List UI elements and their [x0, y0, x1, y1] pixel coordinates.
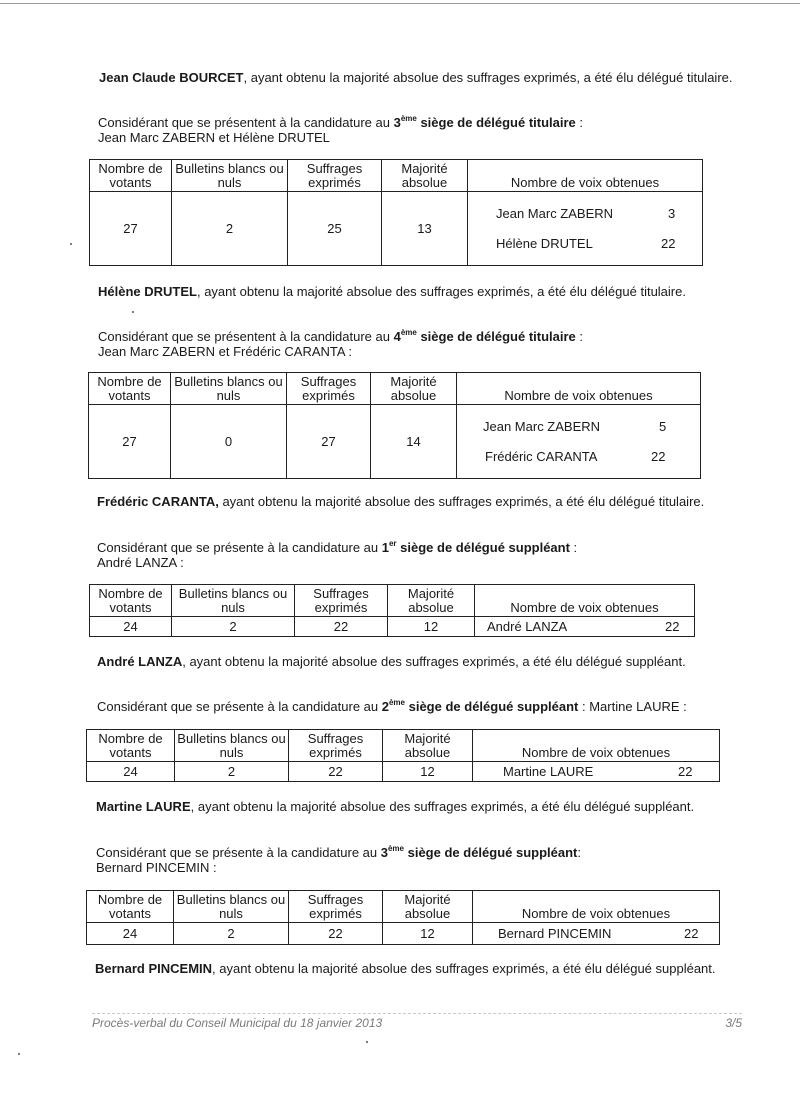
- elected-name: Jean Claude BOURCET: [99, 70, 244, 85]
- candidate-name: Frédéric CARANTA: [485, 448, 598, 464]
- intro-text: Considérant que se présente à la candidature au: [97, 540, 382, 555]
- candidacy-intro: [97, 540, 577, 556]
- elected-statement: [98, 284, 686, 300]
- candidate-list: Jean Marc ZABERN et Hélène DRUTEL: [98, 130, 330, 145]
- vote-table-row: [89, 405, 701, 479]
- intro-text: Considérant que se présente à la candidature au: [96, 845, 381, 860]
- seat-ordinal-suffix: ème: [387, 844, 404, 853]
- intro-text: Considérant que se présentent à la candidature au: [98, 115, 394, 130]
- header-blancs: Bulletins blancs ou nuls: [172, 585, 295, 617]
- vote-table: [89, 584, 695, 637]
- elected-statement: [97, 654, 686, 670]
- vote-table-row: [90, 617, 695, 637]
- cell-exprimes: 22: [289, 762, 383, 782]
- candidate-name: Jean Marc ZABERN: [496, 205, 614, 221]
- candidate-result: [473, 764, 719, 780]
- candidate-name: Hélène DRUTEL: [496, 235, 593, 251]
- cell-blancs: 2: [172, 617, 295, 637]
- header-voix: Nombre de voix obtenues: [473, 891, 720, 923]
- vote-table-row: [90, 192, 703, 266]
- cell-voix: [473, 923, 720, 945]
- cell-blancs: 2: [172, 192, 288, 266]
- candidate-votes: 3: [668, 205, 676, 221]
- candidacy-intro: [97, 699, 687, 715]
- cell-blancs: 2: [174, 923, 289, 945]
- intro-tail: : Martine LAURE :: [578, 699, 687, 714]
- footer-title: Procès-verbal du Conseil Municipal du 18 janvier 2013: [92, 1016, 383, 1030]
- elected-name: Martine LAURE: [96, 799, 191, 814]
- cell-voix: [468, 192, 703, 266]
- cell-exprimes: 27: [287, 405, 371, 479]
- cell-majorite: 12: [388, 617, 475, 637]
- seat-label: siège de délégué suppléant: [405, 699, 579, 714]
- header-voix: Nombre de voix obtenues: [468, 160, 703, 192]
- cell-exprimes: 22: [289, 923, 383, 945]
- candidate-votes: 5: [659, 418, 667, 434]
- seat-ordinal: 4: [393, 329, 401, 344]
- candidate-result: [473, 926, 719, 942]
- vote-table-header: [90, 585, 695, 617]
- elected-statement: [97, 494, 704, 510]
- cell-votants: 24: [87, 762, 175, 782]
- header-exprimes: Suffrages exprimés: [295, 585, 388, 617]
- header-votants: Nombre de votants: [89, 373, 171, 405]
- intro-text: Considérant que se présentent à la candidature au: [98, 329, 394, 344]
- seat-label: siège de délégué titulaire: [416, 115, 576, 130]
- candidate-result: [475, 619, 694, 635]
- cell-majorite: 12: [383, 923, 473, 945]
- header-votants: Nombre de votants: [87, 891, 174, 923]
- cell-voix: [457, 405, 701, 479]
- candidate-result: [468, 199, 702, 229]
- elected-text: , ayant obtenu la majorité absolue des suffrages exprimés, a été élu délégué suppléant.: [182, 654, 686, 669]
- elected-name: Hélène DRUTEL: [98, 284, 197, 299]
- intro-tail: :: [575, 115, 584, 130]
- seat-ordinal: 3: [393, 115, 401, 130]
- vote-table-header: [90, 160, 703, 192]
- candidate-name: Martine LAURE: [503, 763, 594, 779]
- cell-votants: 24: [87, 923, 174, 945]
- seat-ordinal-suffix: ème: [400, 328, 417, 337]
- header-majorite: Majorité absolue: [371, 373, 457, 405]
- header-blancs: Bulletins blancs ou nuls: [175, 730, 289, 762]
- header-blancs: Bulletins blancs ou nuls: [171, 373, 287, 405]
- cell-voix: [473, 762, 720, 782]
- header-votants: Nombre de votants: [90, 160, 172, 192]
- header-exprimes: Suffrages exprimés: [288, 160, 382, 192]
- header-votants: Nombre de votants: [90, 585, 172, 617]
- elected-statement: [96, 799, 694, 815]
- elected-text: ayant obtenu la majorité absolue des suffrages exprimés, a été élu délégué titulaire.: [218, 494, 705, 509]
- seat-label: siège de délégué suppléant: [396, 540, 570, 555]
- vote-table-row: [87, 923, 720, 945]
- cell-voix: [475, 617, 695, 637]
- header-voix: Nombre de voix obtenues: [475, 585, 695, 617]
- candidate-name: Jean Marc ZABERN: [483, 418, 601, 434]
- vote-table: [88, 372, 701, 479]
- candidate-votes: 22: [684, 925, 699, 941]
- intro-tail: :: [569, 540, 578, 555]
- candidacy-intro: [98, 329, 583, 345]
- cell-majorite: 12: [383, 762, 473, 782]
- candidate-list: André LANZA :: [97, 555, 184, 570]
- candidacy-intro: [98, 115, 583, 131]
- scan-speck: [132, 311, 134, 313]
- seat-label: siège de délégué titulaire: [416, 329, 576, 344]
- header-blancs: Bulletins blancs ou nuls: [174, 891, 289, 923]
- elected-name: Bernard PINCEMIN: [95, 961, 213, 976]
- seat-ordinal-suffix: ème: [388, 698, 405, 707]
- header-exprimes: Suffrages exprimés: [289, 730, 383, 762]
- vote-table-header: [87, 730, 720, 762]
- header-majorite: Majorité absolue: [388, 585, 475, 617]
- candidate-list: Bernard PINCEMIN :: [96, 860, 217, 875]
- seat-ordinal: 1: [381, 540, 389, 555]
- candidate-result: [468, 229, 702, 259]
- candidate-votes: 22: [651, 448, 666, 464]
- cell-votants: 27: [89, 405, 171, 479]
- cell-blancs: 0: [171, 405, 287, 479]
- header-voix: Nombre de voix obtenues: [457, 373, 701, 405]
- header-exprimes: Suffrages exprimés: [287, 373, 371, 405]
- cell-votants: 27: [90, 192, 172, 266]
- cell-exprimes: 25: [288, 192, 382, 266]
- elected-name: Frédéric CARANTA,: [97, 494, 219, 509]
- elected-text: , ayant obtenu la majorité absolue des suffrages exprimés, a été élu délégué titulaire.: [196, 284, 686, 299]
- elected-statement: [99, 70, 733, 86]
- elected-name: André LANZA: [97, 654, 183, 669]
- header-votants: Nombre de votants: [87, 730, 175, 762]
- header-majorite: Majorité absolue: [383, 891, 473, 923]
- seat-label: siège de délégué suppléant: [404, 845, 578, 860]
- elected-text: , ayant obtenu la majorité absolue des suffrages exprimés, a été élu délégué suppléant.: [190, 799, 695, 814]
- cell-majorite: 13: [382, 192, 468, 266]
- seat-ordinal: 3: [380, 845, 388, 860]
- seat-ordinal-suffix: er: [388, 539, 397, 548]
- intro-tail: :: [575, 329, 584, 344]
- cell-majorite: 14: [371, 405, 457, 479]
- intro-text: Considérant que se présente à la candidature au: [97, 699, 382, 714]
- elected-text: , ayant obtenu la majorité absolue des suffrages exprimés, a été élu délégué titulaire.: [243, 70, 733, 85]
- candidate-result: [457, 412, 700, 442]
- candidate-name: Bernard PINCEMIN: [498, 925, 612, 941]
- page-number: 3/5: [725, 1016, 742, 1030]
- header-exprimes: Suffrages exprimés: [289, 891, 383, 923]
- candidate-name: André LANZA: [487, 618, 568, 634]
- intro-tail: :: [577, 845, 582, 860]
- scan-speck: [366, 1041, 368, 1043]
- seat-ordinal: 2: [381, 699, 389, 714]
- header-majorite: Majorité absolue: [383, 730, 473, 762]
- header-voix: Nombre de voix obtenues: [473, 730, 720, 762]
- header-blancs: Bulletins blancs ou nuls: [172, 160, 288, 192]
- vote-table-row: [87, 762, 720, 782]
- elected-statement: [95, 961, 716, 977]
- candidacy-intro: [96, 845, 581, 861]
- cell-blancs: 2: [175, 762, 289, 782]
- cell-votants: 24: [90, 617, 172, 637]
- candidate-votes: 22: [665, 618, 680, 634]
- cell-exprimes: 22: [295, 617, 388, 637]
- candidate-list: Jean Marc ZABERN et Frédéric CARANTA :: [98, 344, 353, 359]
- scan-speck: [70, 243, 72, 245]
- vote-table: [89, 159, 703, 266]
- header-majorite: Majorité absolue: [382, 160, 468, 192]
- vote-table: [86, 729, 720, 782]
- vote-table: [86, 890, 720, 945]
- seat-ordinal-suffix: ème: [400, 114, 417, 123]
- candidate-votes: 22: [661, 235, 676, 251]
- elected-text: , ayant obtenu la majorité absolue des suffrages exprimés, a été élu délégué suppléant.: [212, 961, 716, 976]
- top-edge-line: [0, 3, 800, 4]
- vote-table-header: [87, 891, 720, 923]
- candidate-result: [457, 442, 700, 472]
- candidate-votes: 22: [678, 763, 693, 779]
- page-footer: [92, 1013, 742, 1032]
- vote-table-header: [89, 373, 701, 405]
- scan-speck: [18, 1053, 20, 1055]
